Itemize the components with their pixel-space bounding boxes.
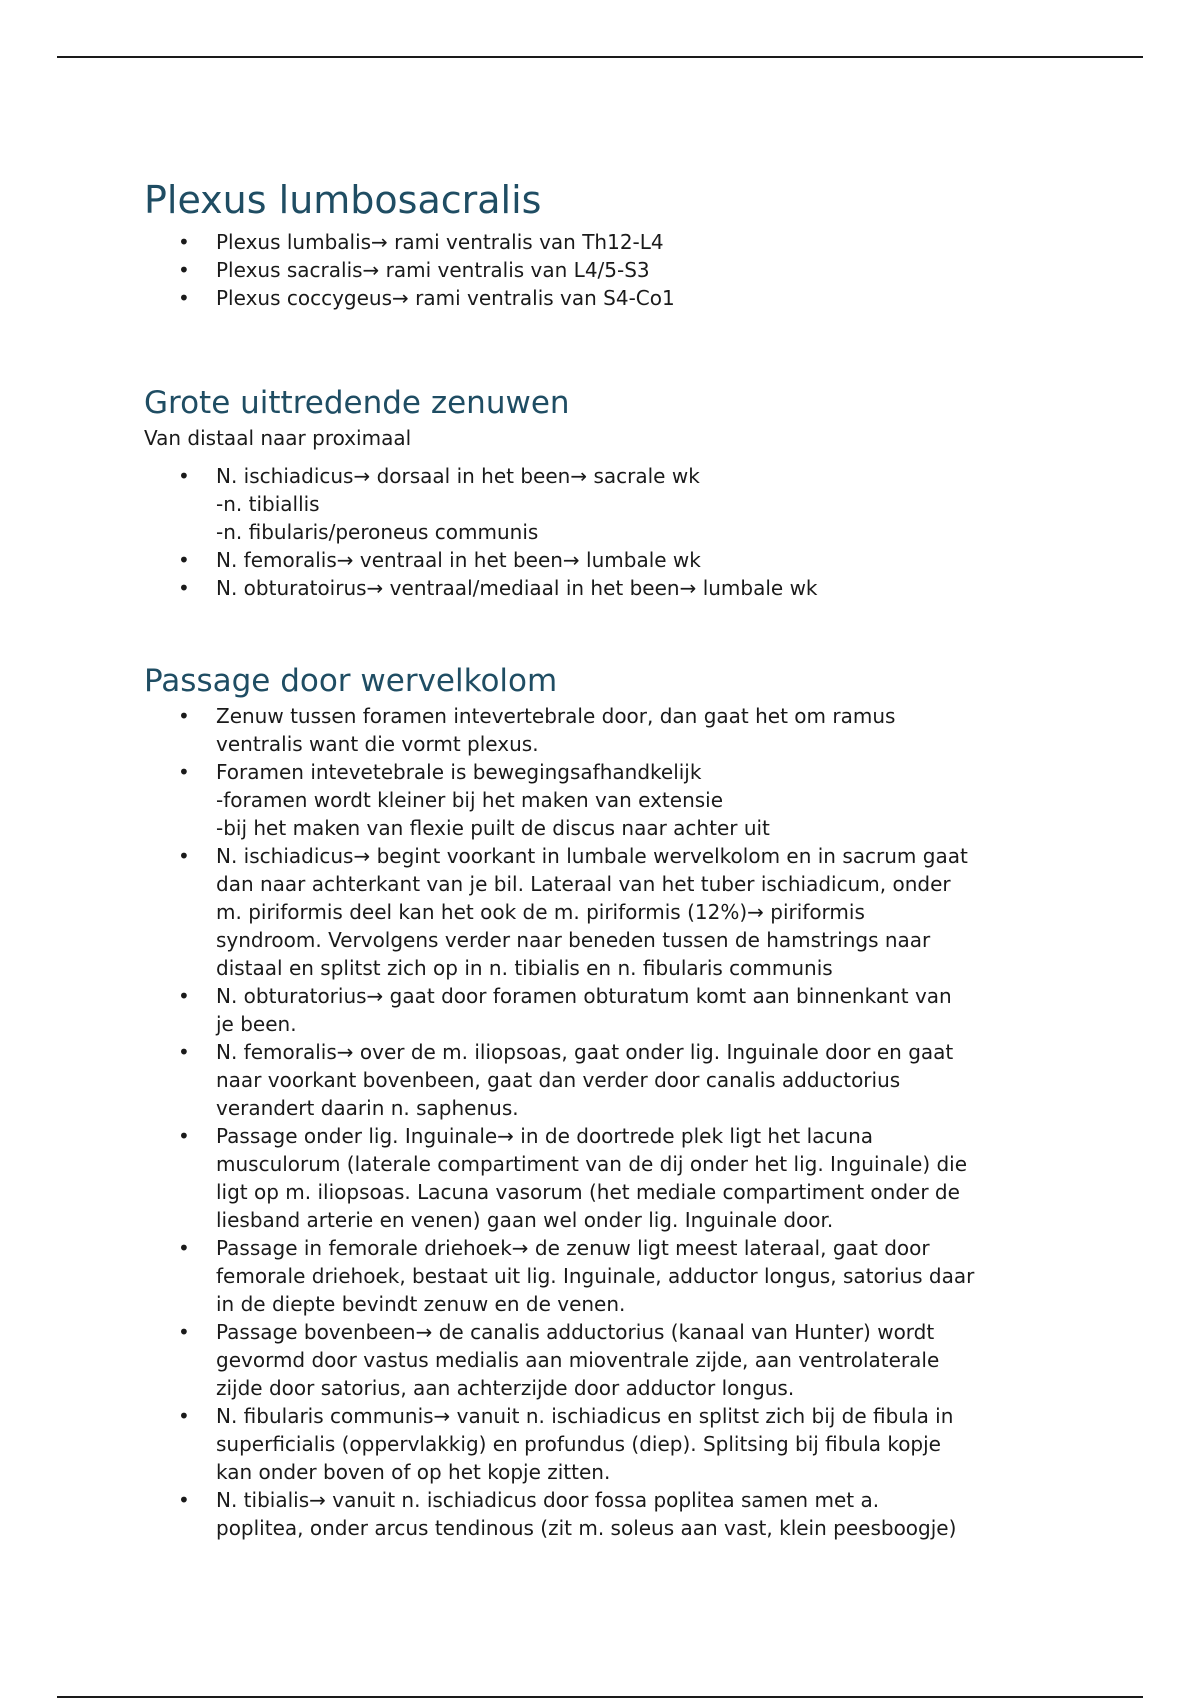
- list-item-line: musculorum (laterale compartiment van de dij onder het lig. Inguinale) die: [216, 1152, 968, 1176]
- heading-grote-uittredende-zenuwen: Grote uittredende zenuwen: [144, 385, 570, 421]
- list-item-line: Passage onder lig. Inguinale→ in de doortrede plek ligt het lacuna: [216, 1124, 874, 1148]
- list-item-line: dan naar achterkant van je bil. Lateraal van het tuber ischiadicum, onder: [216, 872, 951, 896]
- list-item-line: superficialis (oppervlakkig) en profundus (diep). Splitsing bij fibula kopje: [216, 1432, 941, 1456]
- footer-rule: [57, 1696, 1143, 1698]
- list-item-line: N. femoralis→ over de m. iliopsoas, gaat onder lig. Inguinale door en gaat: [216, 1040, 954, 1064]
- list-item: [144, 702, 1074, 758]
- bullet-marker: •: [178, 1320, 190, 1344]
- bullet-marker: •: [178, 576, 190, 600]
- list-item: [144, 842, 1074, 982]
- list-item-line: N. ischiadicus→ begint voorkant in lumbale wervelkolom en in sacrum gaat: [216, 844, 968, 868]
- list-item: [144, 1318, 1074, 1402]
- bullet-marker: •: [178, 1488, 190, 1512]
- list-item-line: gevormd door vastus medialis aan mioventrale zijde, aan ventrolaterale: [216, 1348, 940, 1372]
- bullet-marker: •: [178, 1236, 190, 1260]
- list-item: [144, 758, 1074, 842]
- list-item-line: zijde door satorius, aan achterzijde door adductor longus.: [216, 1376, 795, 1400]
- list-item: [144, 574, 1074, 602]
- header-rule: [57, 56, 1143, 58]
- bullet-marker: •: [178, 1124, 190, 1148]
- heading-plexus-lumbosacralis: Plexus lumbosacralis: [144, 178, 542, 222]
- bullet-marker: •: [178, 548, 190, 572]
- list-passage: [144, 702, 1074, 1542]
- list-item-line: kan onder boven of op het kopje zitten.: [216, 1460, 611, 1484]
- list-item-line: N. obturatorius→ gaat door foramen obturatum komt aan binnenkant van: [216, 984, 952, 1008]
- bullet-marker: •: [178, 704, 190, 728]
- heading-passage-door-wervelkolom: Passage door wervelkolom: [144, 663, 558, 699]
- list-item-line: Foramen intevetebrale is bewegingsafhandkelijk: [216, 760, 702, 784]
- list-item-line: N. obturatoirus→ ventraal/mediaal in het been→ lumbale wk: [216, 576, 818, 600]
- list-item-line: Passage bovenbeen→ de canalis adductorius (kanaal van Hunter) wordt: [216, 1320, 935, 1344]
- list-plexus: [144, 228, 1074, 312]
- list-item: [144, 256, 1074, 284]
- list-item-line: N. femoralis→ ventraal in het been→ lumbale wk: [216, 548, 701, 572]
- list-item: [144, 462, 1074, 546]
- list-item: [144, 546, 1074, 574]
- list-item: [144, 982, 1074, 1038]
- list-item-line: N. fibularis communis→ vanuit n. ischiadicus en splitst zich bij de fibula in: [216, 1404, 954, 1428]
- list-item-line: ligt op m. iliopsoas. Lacuna vasorum (het mediale compartiment onder de: [216, 1180, 960, 1204]
- list-item: [144, 1486, 1074, 1542]
- intro-text: Van distaal naar proximaal: [144, 426, 412, 450]
- list-item-line: Plexus coccygeus→ rami ventralis van S4-Co1: [216, 286, 675, 310]
- list-item-line: -n. fibularis/peroneus communis: [216, 520, 539, 544]
- list-item-line: verandert daarin n. saphenus.: [216, 1096, 519, 1120]
- list-item-line: N. ischiadicus→ dorsaal in het been→ sacrale wk: [216, 464, 700, 488]
- bullet-marker: •: [178, 844, 190, 868]
- bullet-marker: •: [178, 760, 190, 784]
- list-item: [144, 1402, 1074, 1486]
- list-item-line: -bij het maken van flexie puilt de discus naar achter uit: [216, 816, 770, 840]
- bullet-marker: •: [178, 230, 190, 254]
- bullet-marker: •: [178, 286, 190, 310]
- list-item-line: -foramen wordt kleiner bij het maken van extensie: [216, 788, 724, 812]
- list-item-line: syndroom. Vervolgens verder naar beneden tussen de hamstrings naar: [216, 928, 931, 952]
- list-item-line: in de diepte bevindt zenuw en de venen.: [216, 1292, 626, 1316]
- bullet-marker: •: [178, 1040, 190, 1064]
- bullet-marker: •: [178, 1404, 190, 1428]
- list-item-line: liesband arterie en venen) gaan wel onder lig. Inguinale door.: [216, 1208, 834, 1232]
- list-item: [144, 1234, 1074, 1318]
- list-item: [144, 228, 1074, 256]
- list-item-line: poplitea, onder arcus tendinous (zit m. soleus aan vast, klein peesboogje): [216, 1516, 957, 1540]
- list-item: [144, 1038, 1074, 1122]
- list-item-line: Plexus lumbalis→ rami ventralis van Th12-L4: [216, 230, 664, 254]
- list-item-line: N. tibialis→ vanuit n. ischiadicus door fossa poplitea samen met a.: [216, 1488, 880, 1512]
- list-item-line: Plexus sacralis→ rami ventralis van L4/5-S3: [216, 258, 650, 282]
- bullet-marker: •: [178, 258, 190, 282]
- list-item-line: je been.: [216, 1012, 297, 1036]
- list-item: [144, 1122, 1074, 1234]
- document-body: [144, 172, 1074, 1542]
- bullet-marker: •: [178, 984, 190, 1008]
- list-item-line: m. piriformis deel kan het ook de m. piriformis (12%)→ piriformis: [216, 900, 865, 924]
- list-item-line: Passage in femorale driehoek→ de zenuw ligt meest lateraal, gaat door: [216, 1236, 930, 1260]
- list-item-line: ventralis want die vormt plexus.: [216, 732, 539, 756]
- list-item-line: -n. tibiallis: [216, 492, 320, 516]
- list-zenuwen: [144, 462, 1074, 602]
- list-item-line: naar voorkant bovenbeen, gaat dan verder door canalis adductorius: [216, 1068, 901, 1092]
- list-item-line: femorale driehoek, bestaat uit lig. Inguinale, adductor longus, satorius daar: [216, 1264, 975, 1288]
- list-item: [144, 284, 1074, 312]
- bullet-marker: •: [178, 464, 190, 488]
- list-item-line: distaal en splitst zich op in n. tibialis en n. fibularis communis: [216, 956, 833, 980]
- list-item-line: Zenuw tussen foramen intevertebrale door, dan gaat het om ramus: [216, 704, 896, 728]
